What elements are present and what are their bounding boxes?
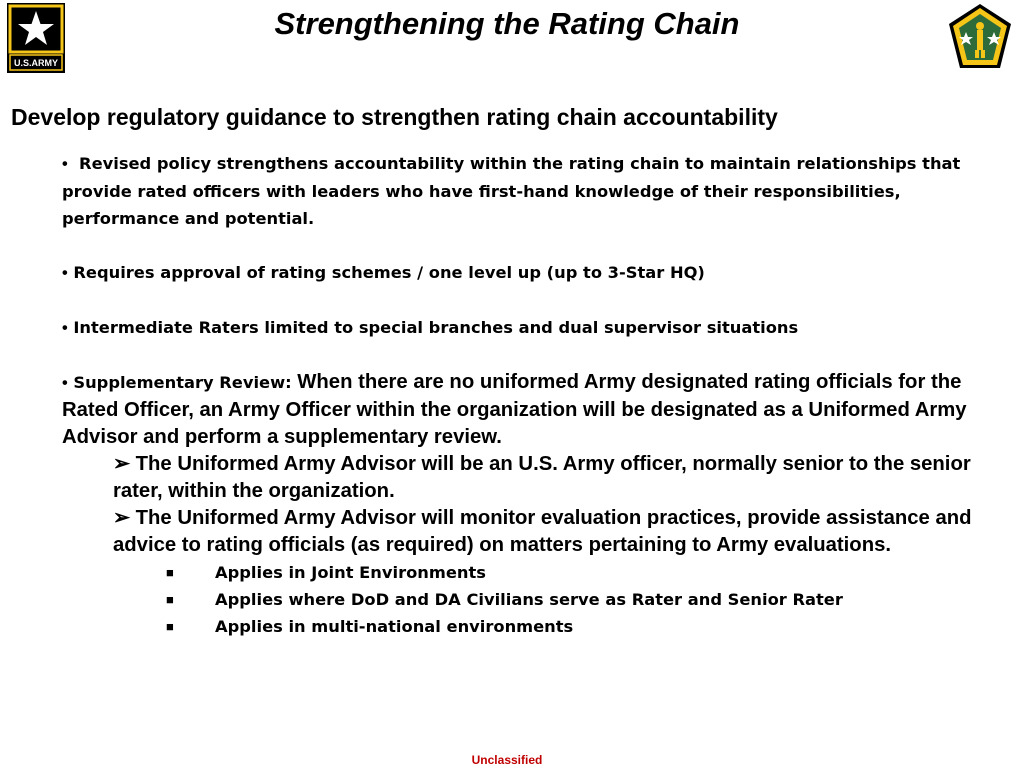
sub-bullet-1-text: The Uniformed Army Advisor will be an U.S. Army officer, normally senior to the senior rater, within the organization. [113,453,971,502]
square-bullet-icon: ■ [166,619,174,634]
bullet-dot: • [62,155,68,173]
bullet-4 [62,369,1012,451]
bullet-2 [62,259,1012,287]
slide-content [62,150,1012,640]
l3-bullet-3-text: Applies in multi-national environments [215,617,574,636]
bullet-3 [62,314,1012,342]
bullet-dot: • [62,264,68,282]
sub-bullet-2-text: The Uniformed Army Advisor will monitor evaluation practices, provide assistance and advice to rating officials (as required) on matters pertaining to Army evaluations. [113,507,972,556]
sub-bullet-2 [113,505,1013,559]
arrow-bullet-icon: ➢ [113,507,130,529]
l3-bullet-2 [62,586,1012,613]
bullet-2-text: Requires approval of rating schemes / one level up (up to 3-Star HQ) [73,263,705,282]
l3-bullet-3 [62,613,1012,640]
arrow-bullet-icon: ➢ [113,453,130,475]
classification-footer: Unclassified [471,753,543,767]
l3-bullet-1-text: Applies in Joint Environments [215,563,486,582]
bullet-3-text: Intermediate Raters limited to special branches and dual supervisor situations [73,318,799,337]
army-logo-text: U.S.ARMY [13,58,59,68]
square-bullet-icon: ■ [166,592,174,607]
slide-title: Strengthening the Rating Chain [274,6,740,41]
l3-bullet-2-text: Applies where DoD and DA Civilians serve as Rater and Senior Rater [215,590,843,609]
l3-bullet-1 [62,559,1012,586]
bullet-4-label: Supplementary Review: [73,373,292,392]
bullet-dot: • [62,319,68,337]
square-bullet-icon: ■ [166,565,174,580]
bullet-1 [62,150,1012,232]
bullet-1-text: Revised policy strengthens accountability within the rating chain to maintain relationships that provide rated officers with leaders who have first-hand knowledge of their responsibilities, performance and potential. [62,154,961,228]
bullet-4-text: When there are no uniformed Army designated rating officials for the Rated Officer, an Army Officer within the organization will be designated as a Uniformed Army Advisor and perform a supplementary review. [62,371,967,448]
bullet-dot: • [62,374,68,392]
sub-bullet-1 [113,451,1013,505]
slide-subtitle: Develop regulatory guidance to strengthen rating chain accountability [11,104,778,130]
